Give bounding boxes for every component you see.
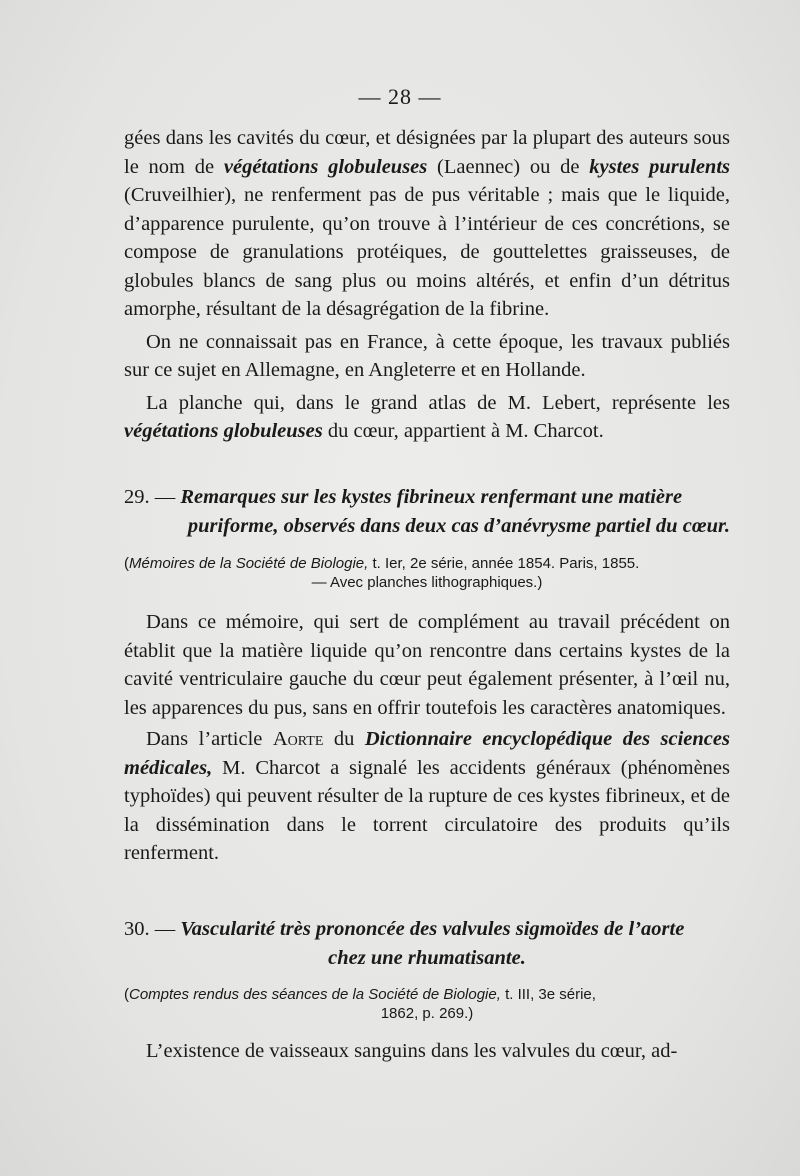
page-number: — 28 — <box>358 84 442 109</box>
paragraph-lebert: La planche qui, dans le grand atlas de M. Lebert, représente les végétations globuleuses du cœur, appartient à M. Charcot. <box>124 391 730 442</box>
paragraph-aorte: Dans l’article Aorte du Dictionnaire encyclopédique des sciences médicales, M. Charcot a signalé les accidents généraux (phénomènes typhoïdes) qui peuvent résulter de la rupture de ces kystes fibrineux, et de la dissémination dans le torrent circulatoire des produits qu’ils renferment. <box>124 728 730 864</box>
section-29-reference: (Mémoires de la Société de Biologie, t. Ier, 2e série, année 1854. Paris, 1855. — Avec planches lithographiques.) <box>124 555 640 591</box>
section-30-body <box>124 1037 730 1066</box>
paragraph-vaisseaux: L’existence de vaisseaux sanguins dans les valvules du cœur, ad- <box>146 1040 678 1062</box>
section-29-body <box>124 608 730 868</box>
paragraph-continued: gées dans les cavités du cœur, et désignées par la plupart des auteurs sous le nom de végétations globuleuses (Laennec) ou de kystes purulents (Cruveilhier), ne renferment pas de pus véritable ; mais que le liquide, d’apparence purulente, qu’on trouve à l’intérieur de ces concrétions, se compose de granulations protéiques, de gouttelettes graisseuses, de globules blancs de sang plus ou moins altérés, et enfin d’un détritus amorphe, résultant de la désagrégation de la fibrine. <box>124 127 731 320</box>
section-29 <box>124 483 730 541</box>
section-29-heading: 29. — Remarques sur les kystes fibrineux renfermant une matière puriforme, observés dans deux cas d’anévrysme partiel du cœur. <box>124 486 730 537</box>
paragraph-memoire: Dans ce mémoire, qui sert de complément au travail précédent on établit que la matière liquide qu’on rencontre dans certains kystes de la cavité ventriculaire gauche du cœur peut également présenter, à l’œil nu, les apparences du pus, sans en offrir toutefois les caractères anatomiques. <box>124 611 730 719</box>
section-30-reference: (Comptes rendus des séances de la Société de Biologie, t. III, 3e série, 1862, p. 269.) <box>124 986 596 1022</box>
section-30 <box>124 915 730 973</box>
paragraph-france: On ne connaissait pas en France, à cette époque, les travaux publiés sur ce sujet en Allemagne, en Angleterre et en Hollande. <box>124 330 730 381</box>
continued-section <box>124 124 730 446</box>
section-30-heading: 30. — Vascularité très prononcée des valvules sigmoïdes de l’aorte chez une rhumatisante. <box>124 918 685 969</box>
